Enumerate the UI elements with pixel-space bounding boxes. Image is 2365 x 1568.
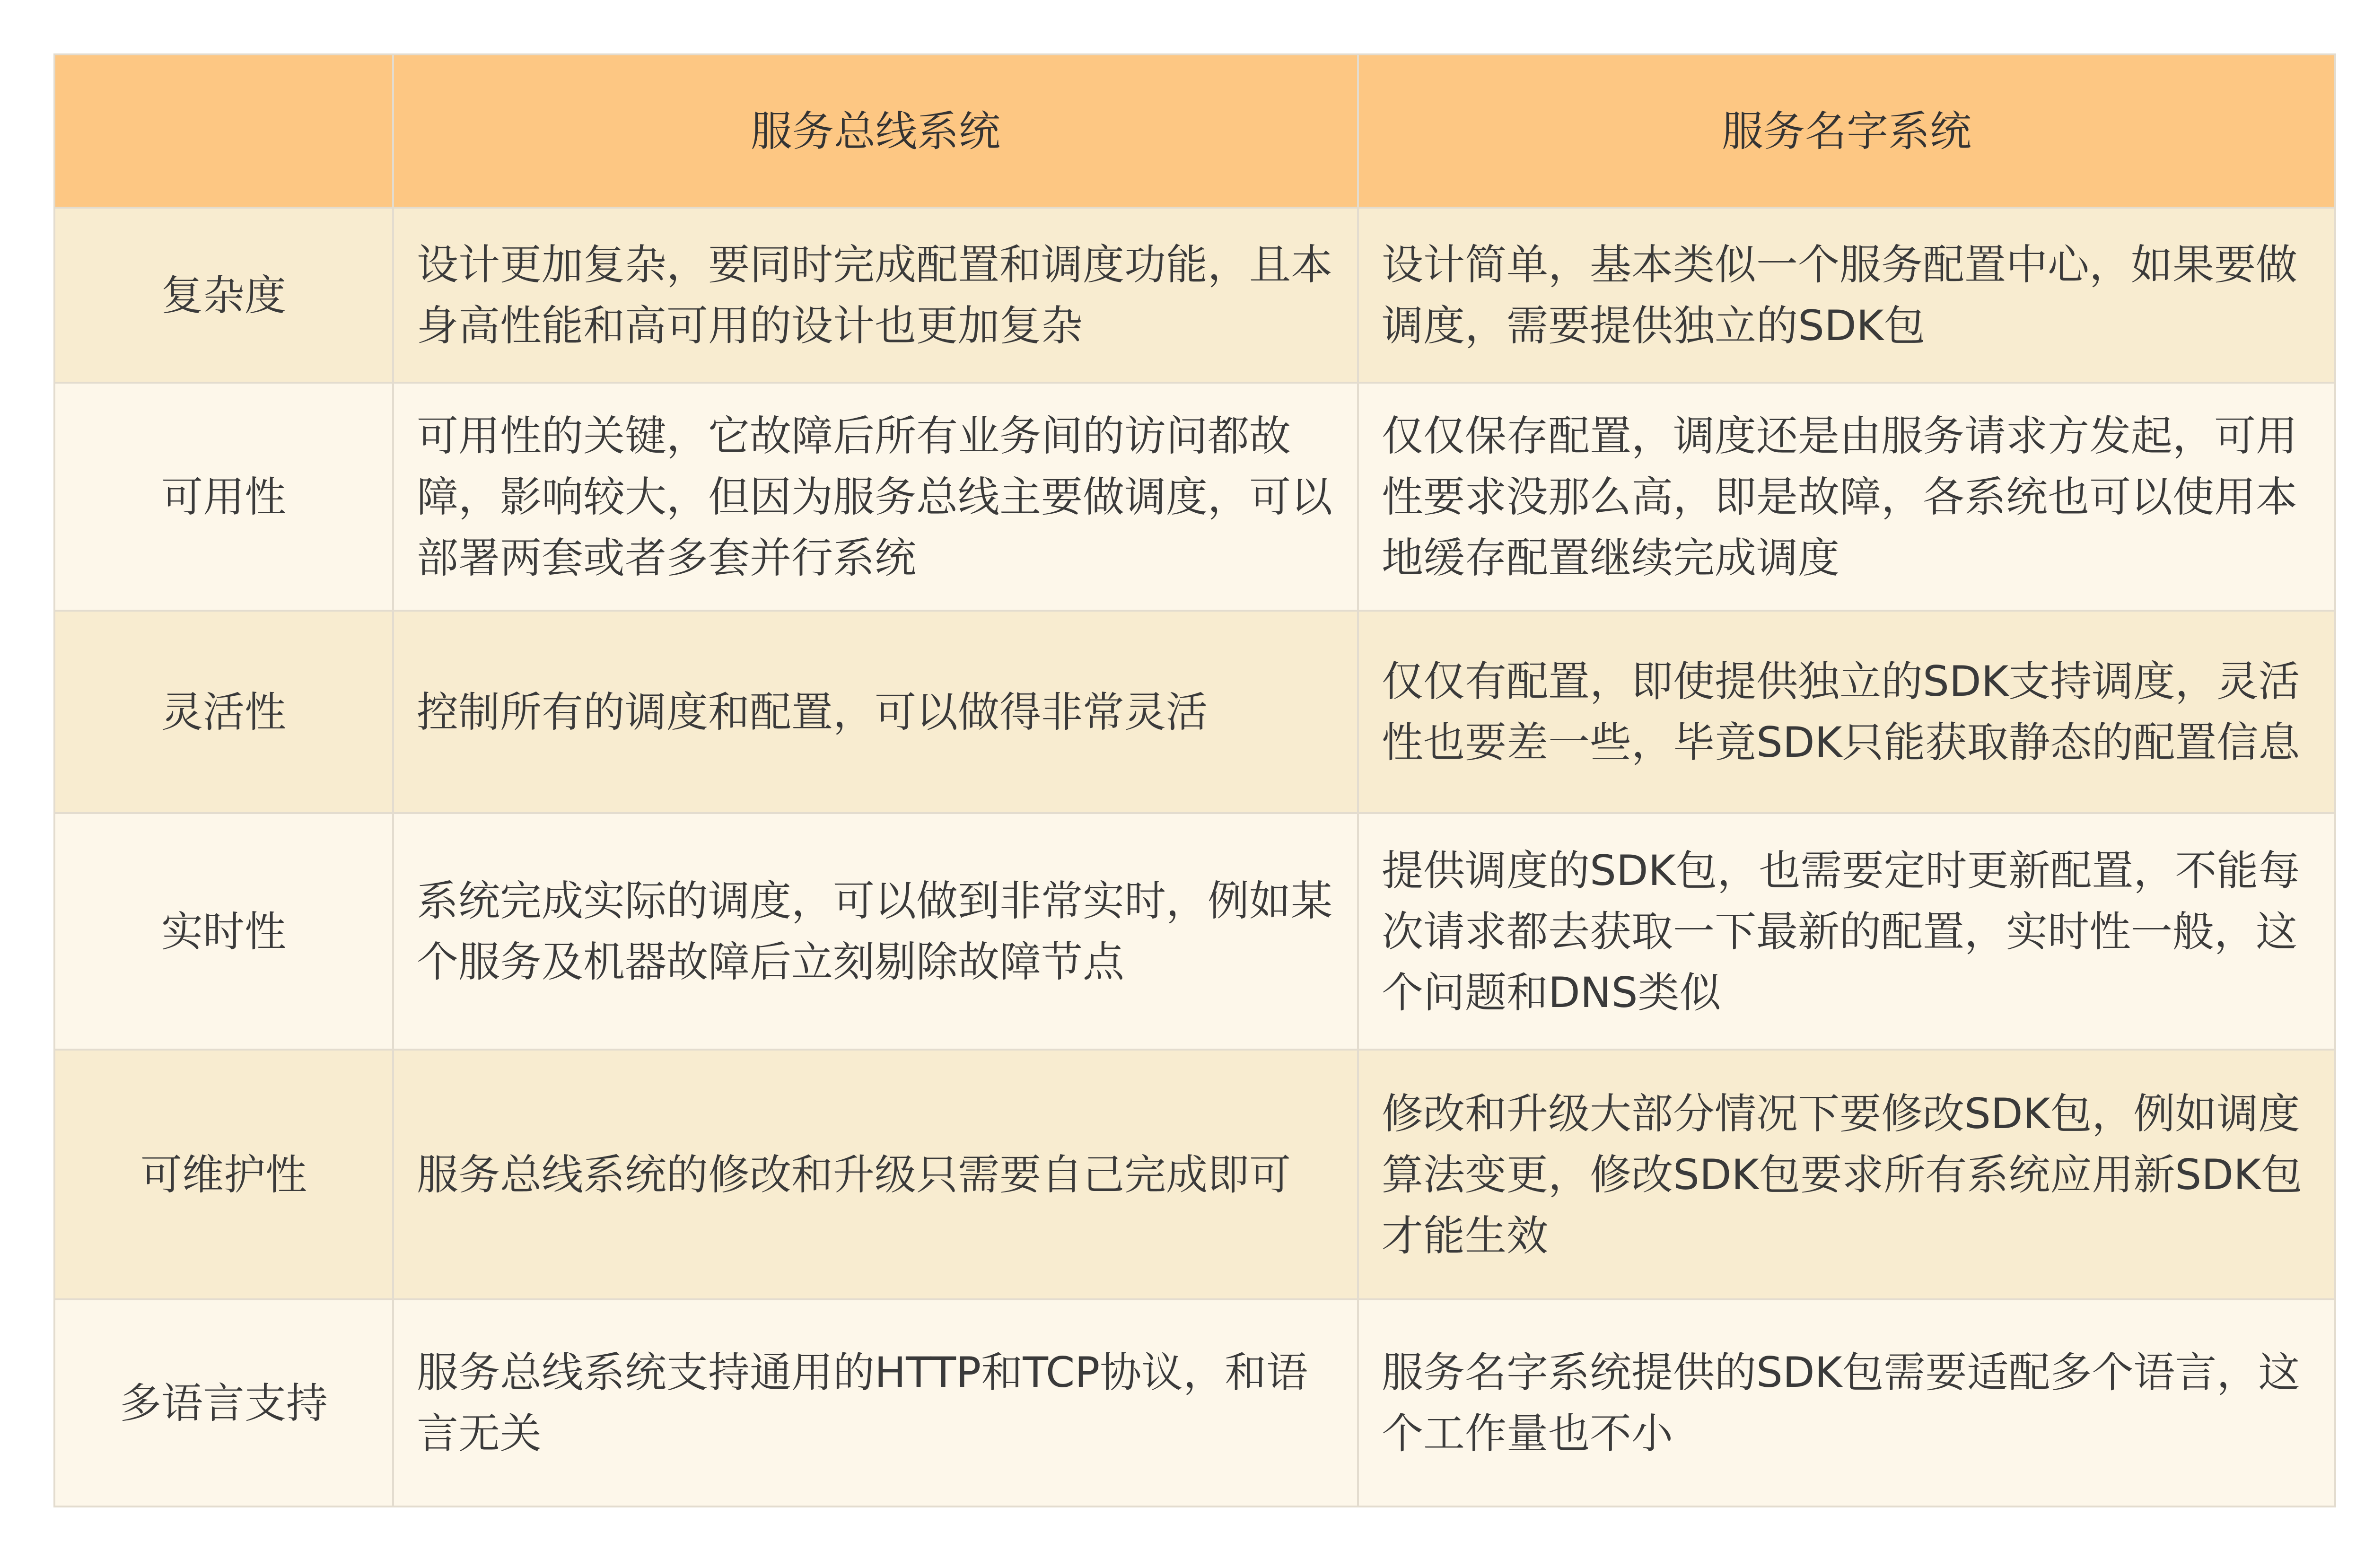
table-row <box>54 813 2335 1050</box>
table-row <box>54 208 2335 383</box>
service-naming-cell: 仅仅保存配置，调度还是由服务请求方发起，可用性要求没那么高，即是故障，各系统也可以使用本地缓存配置继续完成调度 <box>1358 383 2335 611</box>
service-naming-cell: 仅仅有配置，即使提供独立的SDK支持调度，灵活性也要差一些，毕竟SDK只能获取静态的配置信息 <box>1358 611 2335 813</box>
table-row <box>54 1050 2335 1299</box>
row-label: 复杂度 <box>54 208 393 383</box>
row-label: 多语言支持 <box>54 1299 393 1507</box>
header-service-bus: 服务总线系统 <box>393 54 1358 208</box>
service-naming-cell: 提供调度的SDK包，也需要定时更新配置，不能每次请求都去获取一下最新的配置，实时性一般，这个问题和DNS类似 <box>1358 813 2335 1050</box>
service-bus-cell: 控制所有的调度和配置，可以做得非常灵活 <box>393 611 1358 813</box>
row-label: 可维护性 <box>54 1050 393 1299</box>
row-label: 可用性 <box>54 383 393 611</box>
table-row <box>54 383 2335 611</box>
header-empty-cell <box>54 54 393 208</box>
service-bus-cell: 服务总线系统的修改和升级只需要自己完成即可 <box>393 1050 1358 1299</box>
table-row <box>54 1299 2335 1507</box>
service-naming-cell: 设计简单，基本类似一个服务配置中心，如果要做调度，需要提供独立的SDK包 <box>1358 208 2335 383</box>
comparison-table <box>53 53 2336 1507</box>
header-service-naming: 服务名字系统 <box>1358 54 2335 208</box>
service-naming-cell: 服务名字系统提供的SDK包需要适配多个语言，这个工作量也不小 <box>1358 1299 2335 1507</box>
row-label: 灵活性 <box>54 611 393 813</box>
service-naming-cell: 修改和升级大部分情况下要修改SDK包，例如调度算法变更，修改SDK包要求所有系统应用新SDK包才能生效 <box>1358 1050 2335 1299</box>
header-row <box>54 54 2335 208</box>
table-row <box>54 611 2335 813</box>
service-bus-cell: 系统完成实际的调度，可以做到非常实时，例如某个服务及机器故障后立刻剔除故障节点 <box>393 813 1358 1050</box>
row-label: 实时性 <box>54 813 393 1050</box>
service-bus-cell: 可用性的关键，它故障后所有业务间的访问都故障，影响较大，但因为服务总线主要做调度，可以部署两套或者多套并行系统 <box>393 383 1358 611</box>
service-bus-cell: 服务总线系统支持通用的HTTP和TCP协议，和语言无关 <box>393 1299 1358 1507</box>
service-bus-cell: 设计更加复杂，要同时完成配置和调度功能，且本身高性能和高可用的设计也更加复杂 <box>393 208 1358 383</box>
